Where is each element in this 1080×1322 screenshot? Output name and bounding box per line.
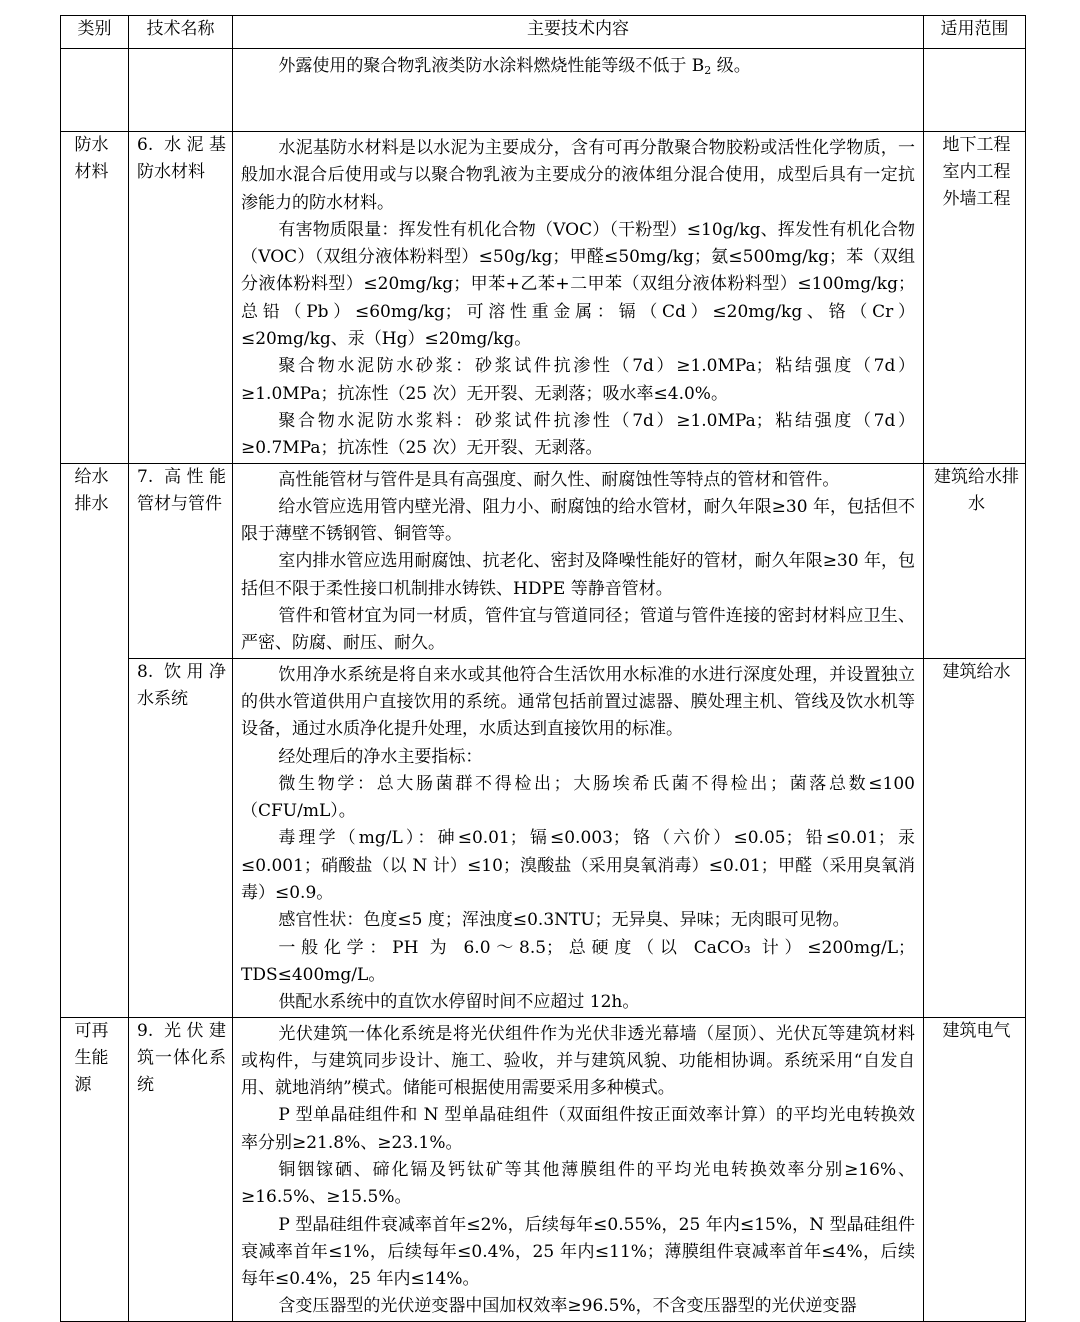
category-water: 给水排水 — [74, 466, 109, 514]
scope-cell — [924, 132, 1026, 464]
category-waterproof: 防水材料 — [74, 135, 109, 182]
scope-cell — [924, 463, 1026, 658]
technology-spec-table — [60, 15, 1026, 1322]
paragraph: 微生物学：总大肠菌群不得检出；大肠埃希氏菌不得检出；菌落总数≤100（CFU/mL）。 — [241, 773, 915, 822]
paragraph: 毒理学（mg/L）：砷≤0.01；镉≤0.003；铬（六价）≤0.05；铅≤0.01；汞≤0.001；硝酸盐（以 N 计）≤10；溴酸盐（采用臭氧消毒）≤0.01；甲醛（采用臭氧消毒）≤0.9。 — [241, 828, 915, 904]
tech-name: 8. 饮用净水系统 — [137, 661, 226, 709]
category-cell — [61, 1017, 129, 1321]
paragraph: 聚合物水泥防水浆料：砂浆试件抗渗性（7d）≥1.0MPa；粘结强度（7d）≥0.7MPa；抗冻性（25 次）无开裂、无剥落。 — [241, 410, 915, 459]
category-cell — [61, 132, 129, 464]
paragraph: 饮用净水系统是将自来水或其他符合生活饮用水标准的水进行深度处理，并设置独立的供水管道供用户直接饮用的系统。通常包括前置过滤器、膜处理主机、管线及饮水机等设备，通过水质净化提升处理，水质达到直接饮用的标准。 — [241, 664, 915, 740]
table-header-row — [61, 16, 1026, 49]
paragraph: 室内排水管应选用耐腐蚀、抗老化、密封及降噪性能好的管材，耐久年限≥30 年，包括但不限于柔性接口机制排水铸铁、HDPE 等静音管材。 — [241, 551, 915, 599]
scope-cell — [924, 1017, 1026, 1321]
paragraph: 铜铟镓硒、碲化镉及钙钛矿等其他薄膜组件的平均光电转换效率分别≥16%、≥16.5%、≥15.5%。 — [241, 1159, 915, 1208]
subscript-2: 2 — [704, 64, 712, 77]
content-cell — [233, 1017, 924, 1321]
category-cell — [61, 463, 129, 1017]
category-cell-empty — [61, 49, 129, 132]
scope-item: 地下工程 — [942, 135, 1011, 155]
paragraph: 含变压器型的光伏逆变器中国加权效率≥96.5%，不含变压器型的光伏逆变器 — [278, 1296, 857, 1317]
scope-item: 室内工程 — [942, 162, 1011, 182]
tech-name: 6. 水泥基防水材料 — [137, 135, 226, 182]
paragraph: 水泥基防水材料是以水泥为主要成分，含有可再分散聚合物胶粉或活性化学物质，一般加水混合后使用或与以聚合物乳液为主要成分的液体组分混合使用，成型后具有一定抗渗能力的防水材料。 — [241, 138, 915, 213]
content-cell — [233, 463, 924, 658]
paragraph: 供配水系统中的直饮水停留时间不应超过 12h。 — [278, 992, 640, 1013]
header-main-content: 主要技术内容 — [233, 16, 924, 49]
name-cell — [129, 132, 233, 464]
paragraph: 聚合物水泥防水砂浆：砂浆试件抗渗性（7d）≥1.0MPa；粘结强度（7d）≥1.0MPa；抗冻性（25 次）无开裂、无剥落；吸水率≤4.0%。 — [241, 356, 915, 404]
name-cell — [129, 658, 233, 1017]
paragraph: 给水管应选用管内壁光滑、阻力小、耐腐蚀的给水管材，耐久年限≥30 年，包括但不限于薄壁不锈钢管、铜管等。 — [241, 496, 915, 545]
scope-cell — [924, 658, 1026, 1017]
name-cell — [129, 463, 233, 658]
name-cell — [129, 1017, 233, 1321]
table-row-8 — [61, 658, 1026, 1017]
scope-item: 建筑电气 — [942, 1020, 1011, 1041]
scope-item: 外墙工程 — [942, 189, 1011, 209]
paragraph: 一般化学：PH 为 6.0～8.5；总硬度（以 CaCO₃ 计）≤200mg/L；TDS≤400mg/L。 — [241, 937, 915, 985]
paragraph: 有害物质限量：挥发性有机化合物（VOC）（干粉型）≤10g/kg、挥发性有机化合物（VOC）（双组分液体粉料型）≤50g/kg；甲醛≤50mg/kg；氨≤500mg/kg；苯（双组分液体粉料型）≤20mg/kg；甲苯+乙苯+二甲苯（双组分液体粉料型）≤100mg/kg；总铅（Pb）≤60mg/kg；可溶性重金属：镉（Cd）≤20mg/kg、铬（Cr）≤20mg/kg、汞（Hg）≤20mg/kg。 — [241, 219, 915, 350]
header-scope: 适用范围 — [924, 16, 1026, 49]
table-row-6 — [61, 132, 1026, 464]
scope-item: 建筑给水排水 — [934, 466, 1019, 514]
table-row-9 — [61, 1017, 1026, 1321]
continuation-text: 外露使用的聚合物乳液类防水涂料燃烧性能等级不低于 $B_2$ 级。 — [278, 56, 751, 77]
paragraph: P 型单晶硅组件和 N 型单晶硅组件（双面组件按正面效率计算）的平均光电转换效率分别≥21.8%、≥23.1%。 — [241, 1105, 915, 1153]
tech-name: 7. 高性能管材与管件 — [137, 466, 226, 514]
content-cell — [233, 132, 924, 464]
paragraph: 经处理后的净水主要指标： — [278, 746, 483, 767]
content-cell — [233, 658, 924, 1017]
table-row-7 — [61, 463, 1026, 658]
paragraph: 管件和管材宜为同一材质，管件宜与管道同径；管道与管件连接的密封材料应卫生、严密、防腐、耐压、耐久。 — [241, 606, 915, 654]
paragraph: P 型晶硅组件衰减率首年≤2%，后续每年≤0.55%，25 年内≤15%，N 型晶硅组件衰减率首年≤1%，后续每年≤0.4%，25 年内≤11%；薄膜组件衰减率首年≤4%，后续每年≤0.4%，25 年内≤14%。 — [241, 1214, 915, 1290]
scope-cell-empty — [924, 49, 1026, 132]
paragraph: 感官性状：色度≤5 度；浑浊度≤0.3NTU；无异臭、异味；无肉眼可见物。 — [278, 910, 850, 931]
paragraph: 高性能管材与管件是具有高强度、耐久性、耐腐蚀性等特点的管材和管件。 — [278, 469, 840, 490]
category-renewable: 可再生能源 — [74, 1020, 109, 1095]
name-cell-empty — [129, 49, 233, 132]
header-category: 类别 — [61, 16, 129, 49]
paragraph: 光伏建筑一体化系统是将光伏组件作为光伏非透光幕墙（屋顶）、光伏瓦等建筑材料或构件，与建筑同步设计、施工、验收，并与建筑风貌、功能相协调。系统采用“自发自用、就地消纳”模式。储能可根据使用需要采用多种模式。 — [241, 1023, 915, 1099]
table-row-continuation — [61, 49, 1026, 132]
content-cell — [233, 49, 924, 132]
header-tech-name: 技术名称 — [129, 16, 233, 49]
tech-name: 9. 光伏建筑一体化系统 — [137, 1020, 226, 1095]
scope-item: 建筑给水 — [942, 661, 1011, 682]
